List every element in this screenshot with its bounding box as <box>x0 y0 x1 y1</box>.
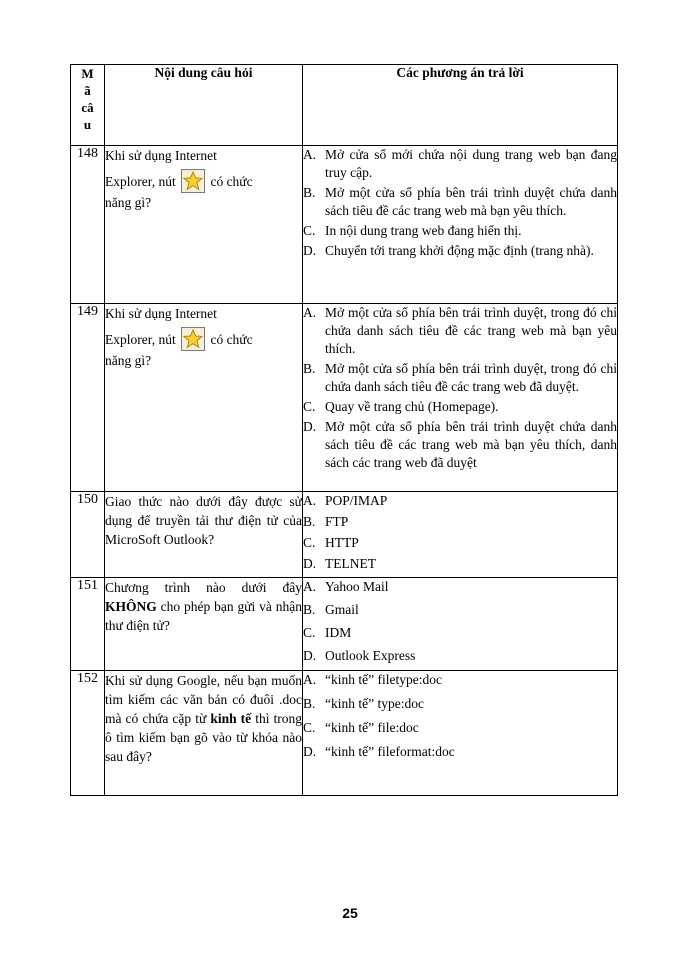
option-letter: B. <box>303 514 316 529</box>
question-fragment: cho phép bạn gửi và nhận thư điện tử? <box>105 599 303 633</box>
question-text <box>105 671 303 796</box>
answer-option <box>303 624 617 642</box>
answer-option <box>303 555 617 573</box>
question-fragment: Chương trình nào dưới đây <box>105 580 302 595</box>
answer-options <box>303 671 618 796</box>
option-text: In nội dung trang web đang hiển thị. <box>325 223 522 238</box>
question-line: Khi sử dụng Internet <box>105 148 217 163</box>
option-text: TELNET <box>325 556 376 571</box>
answer-option <box>303 513 617 531</box>
answer-option <box>303 418 617 472</box>
option-letter: C. <box>303 399 316 414</box>
option-text: Yahoo Mail <box>325 579 389 594</box>
header-id-line: câ <box>81 100 94 115</box>
question-emphasis: KHÔNG <box>105 599 157 614</box>
question-id: 149 <box>71 304 105 492</box>
option-letter: D. <box>303 419 317 434</box>
option-text: Gmail <box>325 602 359 617</box>
question-text <box>105 304 303 492</box>
option-text: POP/IMAP <box>325 493 388 508</box>
option-letter: B. <box>303 361 316 376</box>
header-id-line: M <box>81 66 94 81</box>
option-text: Mở một cửa sổ phía bên trái trình duyệt chứa danh sách tiêu đề các trang web mà bạn yêu thích, danh sách các trang web đã duyệt <box>325 419 617 470</box>
answer-option <box>303 647 617 665</box>
answer-option <box>303 534 617 552</box>
answer-option <box>303 242 617 260</box>
option-letter: C. <box>303 720 316 735</box>
option-text: Mở cửa sổ mới chứa nội dung trang web bạn đang truy cập. <box>325 147 617 180</box>
option-letter: A. <box>303 672 317 687</box>
answer-option <box>303 398 617 416</box>
option-text: HTTP <box>325 535 359 550</box>
header-id-line: u <box>83 117 92 132</box>
question-table <box>70 64 618 796</box>
question-fragment: Explorer, nút <box>105 332 176 347</box>
question-fragment: Explorer, nút <box>105 174 176 189</box>
question-line: Khi sử dụng Internet <box>105 306 217 321</box>
option-letter: D. <box>303 556 317 571</box>
question-text <box>105 146 303 304</box>
table-row <box>71 671 618 796</box>
favorites-star-icon <box>181 327 205 351</box>
answer-options <box>303 492 618 578</box>
answer-option <box>303 304 617 358</box>
answer-option <box>303 492 617 510</box>
option-letter: B. <box>303 696 316 711</box>
table-row <box>71 304 618 492</box>
question-fragment: Khi sử dụng Google, nếu bạn muốn tìm kiếm các văn bản có đuôi .doc mà có chứa cặp từ <box>105 673 302 726</box>
option-letter: C. <box>303 625 316 640</box>
answer-option <box>303 578 617 596</box>
option-text: “kinh tế” fileformat:doc <box>325 744 455 759</box>
question-line <box>105 169 302 193</box>
option-letter: B. <box>303 602 316 617</box>
option-text: Mở một cửa sổ phía bên trái trình duyệt, trong đó chỉ chứa danh sách tiêu đề các trang web đã duyệt. <box>325 361 617 394</box>
option-letter: C. <box>303 223 316 238</box>
option-letter: A. <box>303 579 317 594</box>
table-header-row <box>71 65 618 146</box>
option-letter: A. <box>303 147 317 162</box>
answer-option <box>303 360 617 396</box>
question-line: năng gì? <box>105 353 152 368</box>
answer-options <box>303 578 618 671</box>
option-text: IDM <box>325 625 352 640</box>
option-text: Mở một cửa sổ phía bên trái trình duyệt, trong đó chỉ chứa danh sách tiêu đề các trang web mà bạn yêu thích. <box>325 305 617 356</box>
option-letter: B. <box>303 185 316 200</box>
question-id: 148 <box>71 146 105 304</box>
question-text <box>105 578 303 671</box>
option-letter: D. <box>303 648 317 663</box>
table-row <box>71 492 618 578</box>
question-fragment: có chức <box>210 332 253 347</box>
answer-option <box>303 146 617 182</box>
option-text: “kinh tế” filetype:doc <box>325 672 442 687</box>
option-text: “kinh tế” type:doc <box>325 696 424 711</box>
option-text: Quay về trang chủ (Homepage). <box>325 399 499 414</box>
question-text: Giao thức nào dưới đây được sử dụng để truyền tải thư điện tử của MicroSoft Outlook? <box>105 492 303 578</box>
option-text: “kinh tế” file:doc <box>325 720 419 735</box>
header-question-content: Nội dung câu hỏi <box>105 65 303 146</box>
answer-options <box>303 146 618 304</box>
option-letter: D. <box>303 243 317 258</box>
option-letter: A. <box>303 305 317 320</box>
answer-option <box>303 695 617 713</box>
header-id-line: ã <box>84 83 91 98</box>
question-fragment: có chức <box>210 174 253 189</box>
option-text: Mở một cửa sổ phía bên trái trình duyệt chứa danh sách tiêu đề các trang web mà bạn yêu thích. <box>325 185 617 218</box>
question-id: 152 <box>71 671 105 796</box>
option-text: FTP <box>325 514 349 529</box>
answer-option <box>303 671 617 689</box>
answer-options <box>303 304 618 492</box>
header-answer-options: Các phương án trả lời <box>303 65 618 146</box>
option-letter: D. <box>303 744 317 759</box>
question-fragment: thì trong ô tìm kiếm bạn gõ vào từ khóa nào sau đây? <box>105 711 303 764</box>
page-number: 25 <box>342 905 358 921</box>
question-id: 150 <box>71 492 105 578</box>
question-line: năng gì? <box>105 195 152 210</box>
header-question-id <box>71 65 105 146</box>
answer-option <box>303 222 617 240</box>
option-text: Chuyển tới trang khởi động mặc định (trang nhà). <box>325 243 594 258</box>
option-text: Outlook Express <box>325 648 416 663</box>
answer-option <box>303 743 617 761</box>
table-row <box>71 578 618 671</box>
answer-option <box>303 719 617 737</box>
answer-option <box>303 184 617 220</box>
question-id: 151 <box>71 578 105 671</box>
option-letter: C. <box>303 535 316 550</box>
question-emphasis: kinh tế <box>210 711 252 726</box>
question-line <box>105 327 302 351</box>
answer-option <box>303 601 617 619</box>
option-letter: A. <box>303 493 317 508</box>
table-row <box>71 146 618 304</box>
favorites-star-icon <box>181 169 205 193</box>
